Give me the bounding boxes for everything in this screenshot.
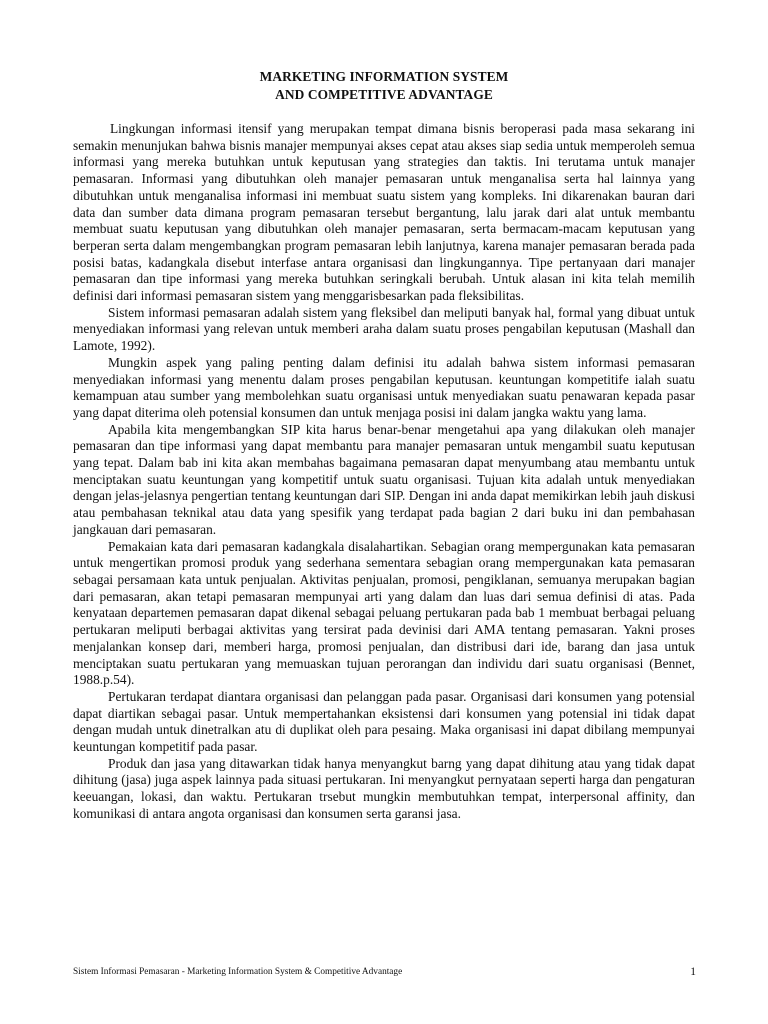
- paragraph-7: Produk dan jasa yang ditawarkan tidak hanya menyangkut barng yang dapat dihitung atau yang tidak dapat dihitung (jasa) juga aspek lainnya pada situasi pertukaran. Ini menyangkut pernyataan seperti harga dan pengaturan keeuangan, lokasi, dan waktu. Pertukaran trsebut mungkin membutuhkan tempat, interpersonal affinity, dan komunikasi di antara angota organisasi dan konsumen serta garansi jasa.: [73, 755, 695, 821]
- footer-running-title: Sistem Informasi Pemasaran - Marketing Information System & Competitive Advantage: [73, 967, 403, 977]
- paragraph-3: Mungkin aspek yang paling penting dalam definisi itu adalah bahwa sistem informasi pemasaran menyediakan informasi yang menentu dalam proses pengabilan keputusan. keuntungan kompetitife ialah suatu kemampuan atau sumber yang membolehkan suatu organisasi untuk menyediakan suatu penawaran kepada pasar yang dapat diterima oleh potensial konsumen dan untuk menjaga posisi ini dalam jangka waktu yang lama.: [73, 354, 695, 420]
- document-body: [73, 121, 695, 823]
- paragraph-6: Pertukaran terdapat diantara organisasi dan pelanggan pada pasar. Organisasi dari konsumen yang potensial dapat diartikan sebagai pasar. Untuk mempertahankan eksistensi dari konsumen yang potensial ini tidak dapat dengan mudah untuk dinetralkan atu di duplikat oleh para pesaing. Maka organisasi ini dapat dibilang mempunyai keuntungan kompetitif pada pasar.: [73, 688, 695, 755]
- title-line-2: AND COMPETITIVE ADVANTAGE: [275, 87, 493, 102]
- paragraph-1: Lingkungan informasi itensif yang merupakan tempat dimana bisnis beroperasi pada masa sekarang ini semakin menunjukan bahwa bisnis manajer mempunyai akses cepat atau akses siap sedia untuk memperoleh semua informasi yang mereka butuhkan untuk keputusan yang strategies dan taktis. Ini terutama untuk manajer pemasaran. Informasi yang dibutuhkan oleh manajer pemasaran untuk menganalisa serta hal lainnya yang dibutuhkan untuk menganalisa informasi ini membuat suatu sistem yang kompleks. Ini dikarenakan bauran dari data dan sumber data dimana program pemasaran tersebut bergantung, lalu jarak dari alat untuk membantu membuat suatu keputusan yang dibutuhkan oleh manajer pemasaran, serta bermacam-macam keputusan yang berperan serta dalam mengembangkan program pemasaran lebih lanjutnya, karena manajer pemasaran berada pada posisi batas, kadangkala disebut interfase antara organisasi dan lingkungannya. Tipe pertanyaan dari manajer pemasaran dan tipe informasi yang mereka butuhkan seringkali berubah. Untuk alasan ini kita telah memilih definisi dari informasi pemasaran sistem yang menggarisbesarkan pada fleksibilitas.: [73, 121, 695, 304]
- title-line-1: MARKETING INFORMATION SYSTEM: [259, 69, 509, 84]
- page-number: 1: [690, 966, 696, 978]
- paragraph-4: Apabila kita mengembangkan SIP kita harus benar-benar mengetahui apa yang dilakukan oleh manajer pemasaran dan tipe informasi yang dapat membantu para manajer pemasaran untuk mengambil suatu keputusan yang tepat. Dalam bab ini kita akan membahas bagaimana pemasaran dapat menyumbang atau membantu untuk menciptakan suatu keuntungan yang kompetitif untuk suatu organisasi. Tujuan kita adalah untuk menyediakan dengan jelas-jelasnya pengertian tentang keuntungan dari SIP. Dengan ini anda dapat memikirkan lebih jauh diskusi atau pembahasan teknikal atau data yang spesifik yang terdapat pada bagian 2 dari buku ini dan pembahasan jangkauan dari pemasaran.: [73, 421, 695, 537]
- page-title: [0, 68, 768, 104]
- paragraph-5: Pemakaian kata dari pemasaran kadangkala disalahartikan. Sebagian orang mempergunakan kata pemasaran untuk mengertikan promosi produk yang sederhana sementara sebagian orang mempergunakan kata pemasaran sebagai persamaan kata untuk penjualan. Aktivitas penjualan, promosi, pengiklanan, semuanya merupakan bagian dari pemasaran, akan tetapi pemasaran mempunyai arti yang dalam dan luas dari semua definisi di atas. Pada kenyataan departemen pemasaran dapat dikenal sebagai peluang pertukaran pada bab 1 membuat berbagai peluang pertukaran meliputi berbagai aktivitas yang tersirat pada devinisi dari AMA tentang pemasaran. Yakni proses menjalankan konsep dari, memberi harga, promosi penjualan, dan distribusi dari ide, barang dan jasa untuk menciptakan suatu pertukaran yang memuaskan tujuan perorangan dan individu dari suatu organisasi (Bennet, 1988.p.54).: [73, 538, 695, 688]
- paragraph-2: Sistem informasi pemasaran adalah sistem yang fleksibel dan meliputi banyak hal, formal yang dibuat untuk menyediakan informasi yang relevan untuk memberi araha dalam suatu proses pengabilan keputusan (Mashall dan Lamote, 1992).: [73, 304, 695, 354]
